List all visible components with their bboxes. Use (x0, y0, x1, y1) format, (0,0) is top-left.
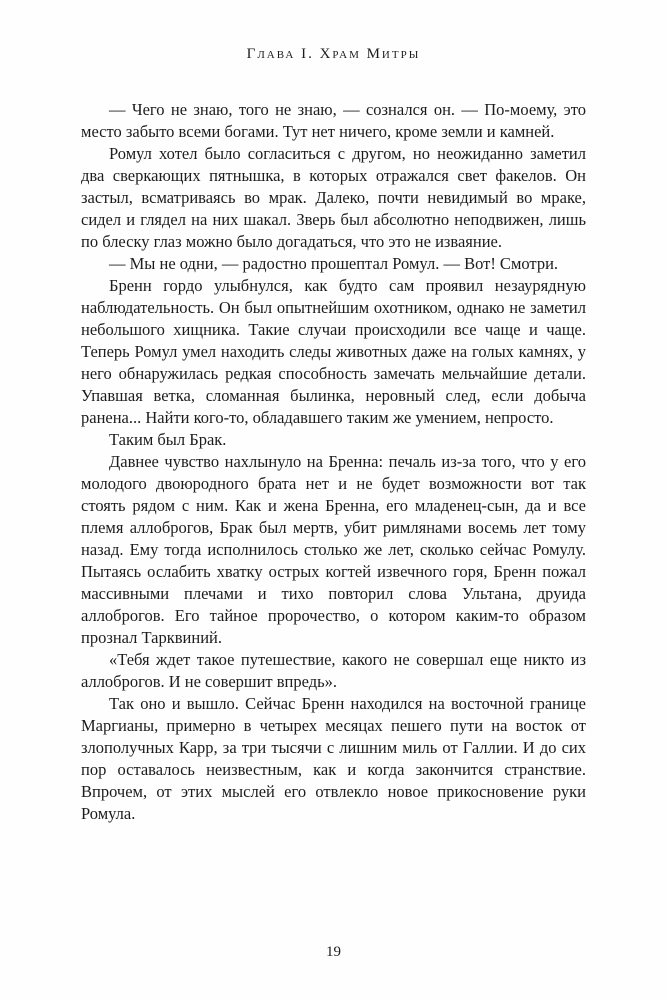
page-number: 19 (326, 944, 341, 960)
paragraph: «Тебя ждет такое путешествие, какого не совершал еще никто из аллоброгов. И не совершит впредь». (81, 650, 586, 691)
paragraph: Ромул хотел было согласиться с другом, но неожиданно заметил два сверкающих пятнышка, в которых отражался свет факелов. Он застыл, всматриваясь во мрак. Далеко, почти невидимый во мраке, сидел и глядел на них шакал. Зверь был абсолютно неподвижен, лишь по блеску глаз можно было догадаться, что это не изваяние. (81, 144, 586, 251)
paragraph: Давнее чувство нахлынуло на Бренна: печаль из-за того, что у его молодого двоюродного брата нет и не будет возможности вот так стоять рядом с ним. Как и жена Бренна, его младенец-сын, да и все племя аллоброгов, Брак был мертв, убит римлянами восемь лет тому назад. Ему тогда исполнилось столько же лет, сколько сейчас Ромулу. Пытаясь ослабить хватку острых когтей извечного горя, Бренн пожал массивными плечами и тихо повторил слова Ультана, друида аллоброгов. Его тайное пророчество, о котором каким-то образом прознал Тарквиний. (81, 452, 586, 647)
paragraph: — Мы не одни, — радостно прошептал Ромул. — Вот! Смотри. (109, 254, 559, 273)
paragraph: Таким был Брак. (109, 430, 227, 449)
paragraph: Так оно и вышло. Сейчас Бренн находился на восточной границе Маргианы, примерно в четырех месяцах пешего пути на восток от злополучных Карр, за три тысячи с лишним миль от Галлии. И до сих пор оставалось неизвестным, как и когда закончится странствие. Впрочем, от этих мыслей его отвлекло новое прикосновение руки Ромула. (81, 694, 586, 823)
text-block (81, 99, 586, 934)
paragraph: — Чего не знаю, того не знаю, — сознался он. — По-моему, это место забыто всеми богами. Тут нет ничего, кроме земли и камней. (81, 100, 586, 141)
chapter-header: Глава I. Храм Митры (246, 46, 421, 62)
paragraph: Бренн гордо улыбнулся, как будто сам проявил незаурядную наблюдательность. Он был опытнейшим охотником, однако не заметил небольшого хищника. Такие случаи происходили все чаще и чаще. Теперь Ромул умел находить следы животных даже на голых камнях, у него обнаружилась редкая способность замечать мельчайшие детали. Упавшая ветка, сломанная былинка, неровный след, если добыча ранена... Найти кого-то, обладавшего таким же умением, непросто. (81, 276, 586, 427)
